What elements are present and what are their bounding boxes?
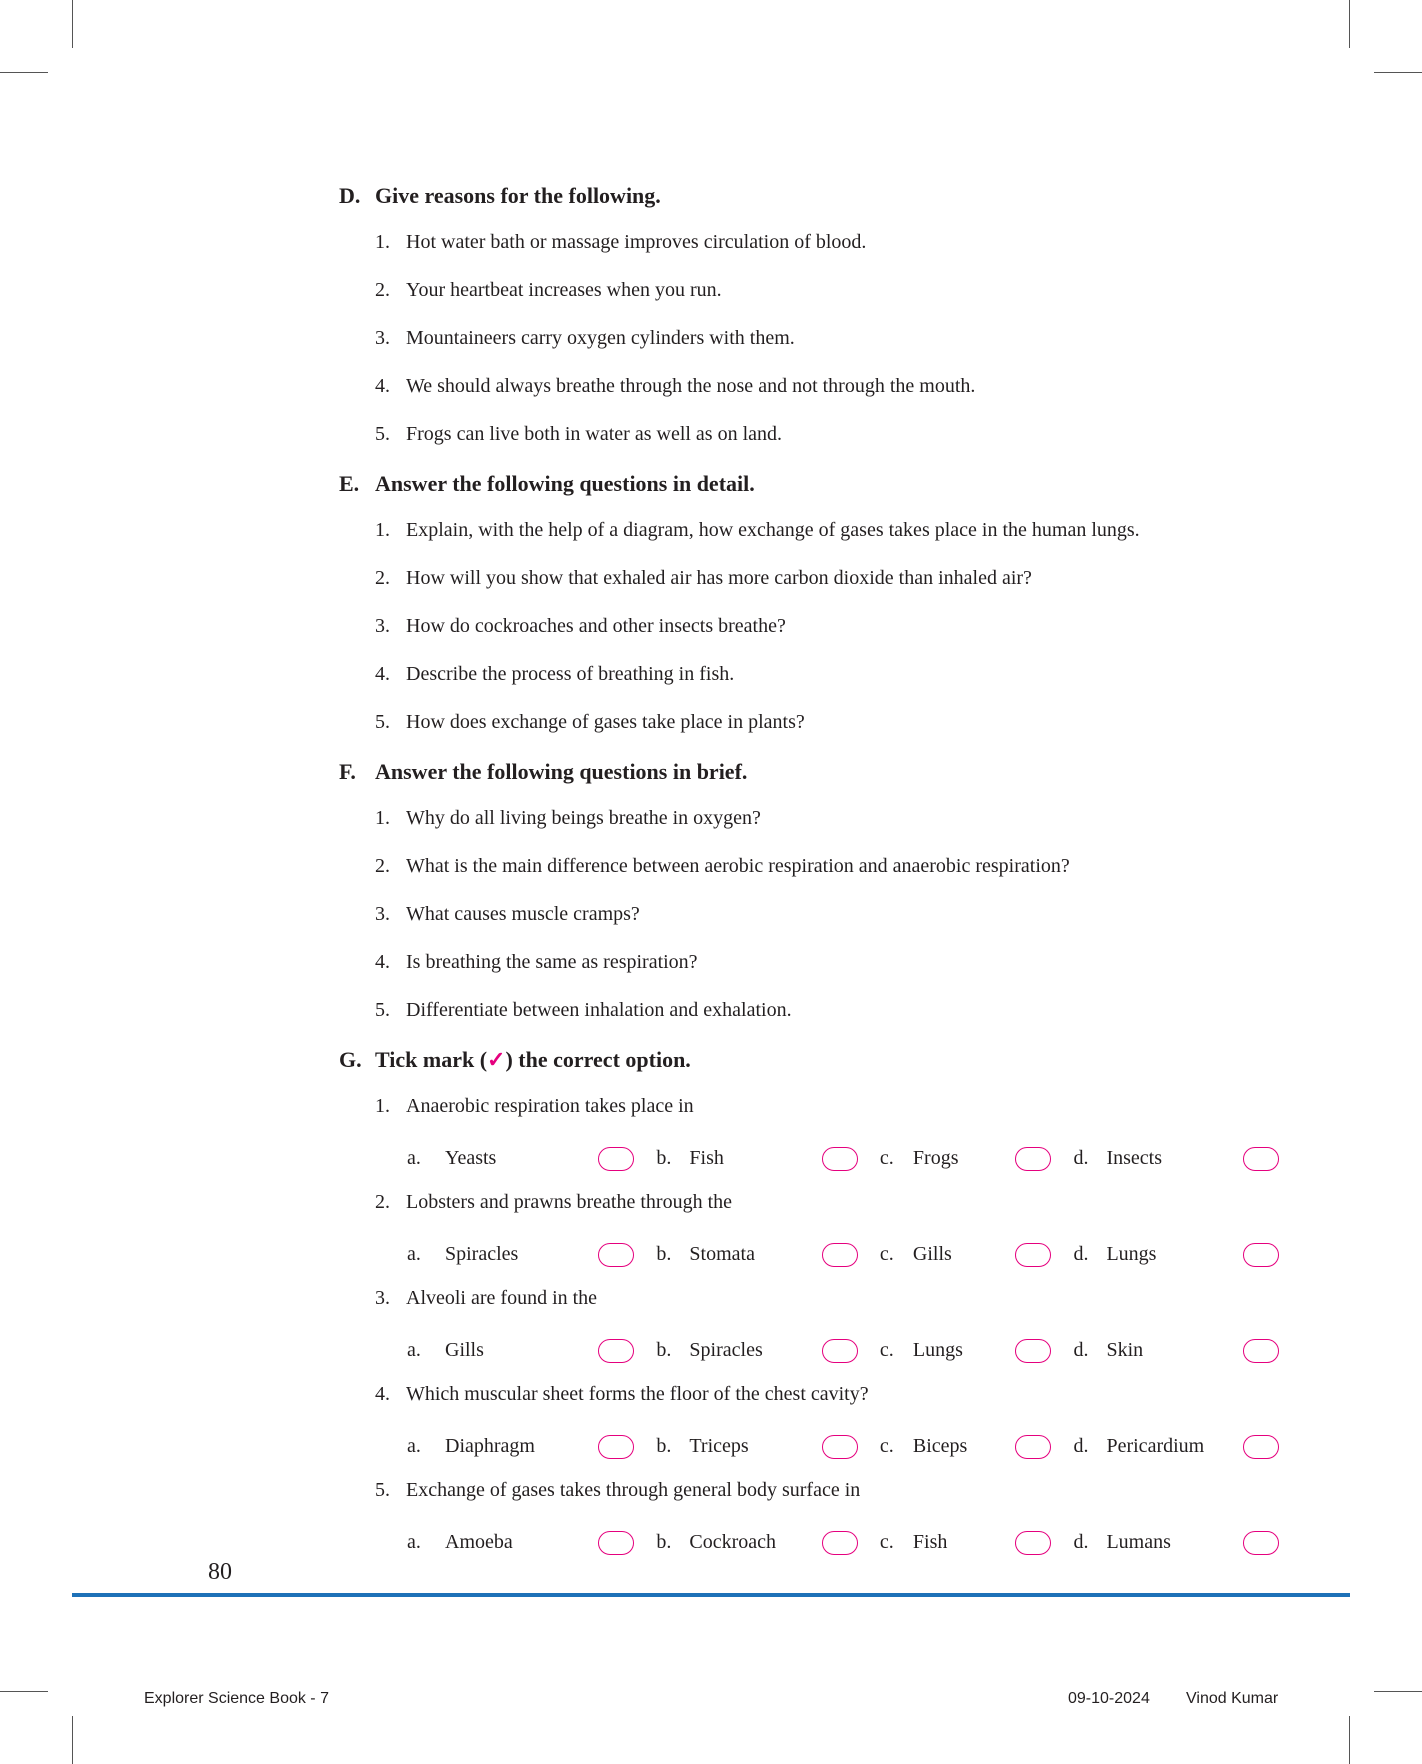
item-text: What causes muscle cramps?	[406, 903, 640, 925]
option-letter: c.	[879, 1147, 894, 1169]
list-item	[339, 375, 1279, 406]
option	[880, 1531, 1074, 1555]
option-text: Cockroach	[689, 1531, 777, 1553]
tick-box[interactable]	[1243, 1435, 1279, 1459]
footer-date: 09-10-2024	[1068, 1690, 1150, 1707]
option	[656, 1243, 879, 1267]
tick-box[interactable]	[822, 1147, 858, 1171]
question	[339, 1383, 1279, 1414]
item-number: 4.	[375, 1383, 390, 1405]
option-text: Spiracles	[445, 1243, 519, 1265]
option	[407, 1243, 656, 1267]
section-letter: E.	[339, 471, 360, 496]
question-text: Anaerobic respiration takes place in	[406, 1095, 694, 1117]
list-item	[339, 999, 1279, 1030]
option-letter: b.	[656, 1339, 672, 1361]
question-text: Exchange of gases takes through general body surface in	[406, 1479, 861, 1501]
tick-box[interactable]	[822, 1531, 858, 1555]
question	[339, 1287, 1279, 1318]
option-text: Fish	[689, 1147, 724, 1169]
item-number: 3.	[375, 903, 390, 925]
item-text: What is the main difference between aerobic respiration and anaerobic respiration?	[406, 855, 1070, 877]
option	[1073, 1339, 1279, 1363]
option-letter: d.	[1073, 1339, 1089, 1361]
tick-box[interactable]	[1243, 1339, 1279, 1363]
item-number: 2.	[375, 279, 390, 301]
crop-mark	[0, 1691, 48, 1692]
crop-mark	[1374, 72, 1422, 73]
crop-mark	[1349, 1716, 1350, 1764]
exercise-content	[339, 183, 1279, 1575]
item-text: Is breathing the same as respiration?	[406, 951, 698, 973]
section-letter: D.	[339, 183, 361, 208]
item-text: How does exchange of gases take place in plants?	[406, 711, 805, 733]
item-number: 3.	[375, 615, 390, 637]
list-item	[339, 519, 1279, 550]
option	[880, 1243, 1074, 1267]
tick-box[interactable]	[1015, 1531, 1051, 1555]
option	[656, 1435, 879, 1459]
option-text: Lungs	[912, 1339, 963, 1361]
tick-box[interactable]	[598, 1531, 634, 1555]
item-number: 5.	[375, 711, 390, 733]
option-letter: c.	[879, 1435, 894, 1457]
option-text: Triceps	[689, 1435, 749, 1457]
item-number: 4.	[375, 375, 390, 397]
option-letter: a.	[407, 1435, 421, 1457]
section-f-heading	[339, 759, 1279, 790]
option-letter: c.	[879, 1531, 894, 1553]
tick-mark-icon: ✓	[487, 1047, 506, 1072]
section-title-part: ) the correct option.	[505, 1047, 691, 1072]
tick-box[interactable]	[598, 1243, 634, 1267]
section-e-heading	[339, 471, 1279, 502]
option-letter: b.	[656, 1531, 672, 1553]
section-title: Answer the following questions in detail.	[375, 471, 755, 496]
options-row	[339, 1527, 1279, 1558]
tick-box[interactable]	[1243, 1243, 1279, 1267]
item-number: 5.	[375, 1479, 390, 1501]
option-letter: a.	[407, 1147, 421, 1169]
item-text: Hot water bath or massage improves circulation of blood.	[406, 231, 867, 253]
item-number: 3.	[375, 327, 390, 349]
item-number: 2.	[375, 855, 390, 877]
section-letter: G.	[339, 1047, 362, 1072]
footer-author: Vinod Kumar	[1186, 1690, 1279, 1707]
option	[880, 1339, 1074, 1363]
tick-box[interactable]	[1015, 1147, 1051, 1171]
list-item	[339, 423, 1279, 454]
question-text: Which muscular sheet forms the floor of the chest cavity?	[406, 1383, 869, 1405]
list-item	[339, 807, 1279, 838]
crop-mark	[1374, 1691, 1422, 1692]
option	[1073, 1435, 1279, 1459]
tick-box[interactable]	[822, 1339, 858, 1363]
list-item	[339, 327, 1279, 358]
option	[656, 1339, 879, 1363]
question	[339, 1191, 1279, 1222]
option	[656, 1531, 879, 1555]
option-letter: c.	[879, 1339, 894, 1361]
option-letter: d.	[1073, 1243, 1089, 1265]
option-letter: d.	[1073, 1147, 1089, 1169]
item-number: 4.	[375, 663, 390, 685]
list-item	[339, 951, 1279, 982]
section-g-heading	[339, 1047, 1279, 1078]
list-item	[339, 231, 1279, 262]
list-item	[339, 855, 1279, 886]
item-number: 1.	[375, 231, 390, 253]
footer-book-title: Explorer Science Book - 7	[144, 1690, 329, 1707]
list-item	[339, 663, 1279, 694]
option-text: Gills	[912, 1243, 952, 1265]
item-number: 2.	[375, 567, 390, 589]
item-text: Frogs can live both in water as well as on land.	[406, 423, 783, 445]
option-letter: b.	[656, 1243, 672, 1265]
question-text: Alveoli are found in the	[406, 1287, 598, 1309]
option-letter: a.	[407, 1531, 421, 1553]
option	[407, 1435, 656, 1459]
footer-rule	[72, 1593, 1350, 1597]
section-d-heading	[339, 183, 1279, 214]
option-letter: d.	[1073, 1531, 1089, 1553]
item-text: Describe the process of breathing in fish.	[406, 663, 735, 685]
crop-mark	[72, 1716, 73, 1764]
item-number: 4.	[375, 951, 390, 973]
item-number: 2.	[375, 1191, 390, 1213]
option-letter: a.	[407, 1243, 421, 1265]
tick-box[interactable]	[1015, 1339, 1051, 1363]
tick-box[interactable]	[598, 1147, 634, 1171]
option-text: Amoeba	[445, 1531, 513, 1553]
option	[1073, 1531, 1279, 1555]
option	[407, 1339, 656, 1363]
tick-box[interactable]	[598, 1435, 634, 1459]
option-letter: d.	[1073, 1435, 1089, 1457]
list-item	[339, 615, 1279, 646]
option-letter: b.	[656, 1435, 672, 1457]
section-letter: F.	[339, 759, 356, 784]
option	[880, 1435, 1074, 1459]
question-text: Lobsters and prawns breathe through the	[406, 1191, 733, 1213]
options-row	[339, 1239, 1279, 1270]
option-text: Stomata	[689, 1243, 755, 1265]
tick-box[interactable]	[822, 1435, 858, 1459]
option-text: Fish	[912, 1531, 948, 1553]
item-number: 5.	[375, 999, 390, 1021]
item-text: Why do all living beings breathe in oxygen?	[406, 807, 761, 829]
options-row	[339, 1143, 1279, 1174]
options-row	[339, 1335, 1279, 1366]
crop-mark	[1349, 0, 1350, 48]
option-letter: c.	[879, 1243, 894, 1265]
tick-box[interactable]	[822, 1243, 858, 1267]
tick-box[interactable]	[1015, 1243, 1051, 1267]
item-text: Differentiate between inhalation and exhalation.	[406, 999, 792, 1021]
question	[339, 1095, 1279, 1126]
option-text: Yeasts	[445, 1147, 497, 1169]
option-text: Spiracles	[689, 1339, 763, 1361]
crop-mark	[0, 72, 48, 73]
option	[407, 1147, 656, 1171]
list-item	[339, 567, 1279, 598]
option-letter: a.	[407, 1339, 421, 1361]
section-title: Answer the following questions in brief.	[375, 759, 748, 784]
option-text: Lumans	[1106, 1531, 1171, 1553]
option-letter: b.	[656, 1147, 672, 1169]
item-text: How do cockroaches and other insects breathe?	[406, 615, 786, 637]
option-text: Lungs	[1106, 1243, 1157, 1265]
option	[880, 1147, 1074, 1171]
item-text: Your heartbeat increases when you run.	[406, 279, 722, 301]
option-text: Diaphragm	[445, 1435, 535, 1457]
option	[1073, 1147, 1279, 1171]
tick-box[interactable]	[1015, 1435, 1051, 1459]
page-number: 80	[208, 1559, 232, 1585]
item-number: 1.	[375, 519, 390, 541]
item-text: Explain, with the help of a diagram, how exchange of gases takes place in the human lungs.	[406, 519, 1140, 541]
option-text: Insects	[1106, 1147, 1163, 1169]
item-number: 3.	[375, 1287, 390, 1309]
option	[656, 1147, 879, 1171]
item-number: 1.	[375, 807, 390, 829]
tick-box[interactable]	[598, 1339, 634, 1363]
options-row	[339, 1431, 1279, 1462]
list-item	[339, 903, 1279, 934]
list-item	[339, 711, 1279, 742]
item-text: Mountaineers carry oxygen cylinders with them.	[406, 327, 795, 349]
option	[407, 1531, 656, 1555]
option-text: Biceps	[912, 1435, 968, 1457]
option-text: Frogs	[912, 1147, 959, 1169]
item-text: We should always breathe through the nose and not through the mouth.	[406, 375, 976, 397]
section-title: Give reasons for the following.	[375, 183, 661, 208]
section-title-part: Tick mark (	[375, 1047, 488, 1072]
option-text: Pericardium	[1106, 1435, 1205, 1457]
item-text: How will you show that exhaled air has more carbon dioxide than inhaled air?	[406, 567, 1032, 589]
question	[339, 1479, 1279, 1510]
item-number: 1.	[375, 1095, 390, 1117]
tick-box[interactable]	[1243, 1531, 1279, 1555]
option	[1073, 1243, 1279, 1267]
tick-box[interactable]	[1243, 1147, 1279, 1171]
item-number: 5.	[375, 423, 390, 445]
option-text: Skin	[1106, 1339, 1144, 1361]
list-item	[339, 279, 1279, 310]
crop-mark	[72, 0, 73, 48]
option-text: Gills	[445, 1339, 484, 1361]
